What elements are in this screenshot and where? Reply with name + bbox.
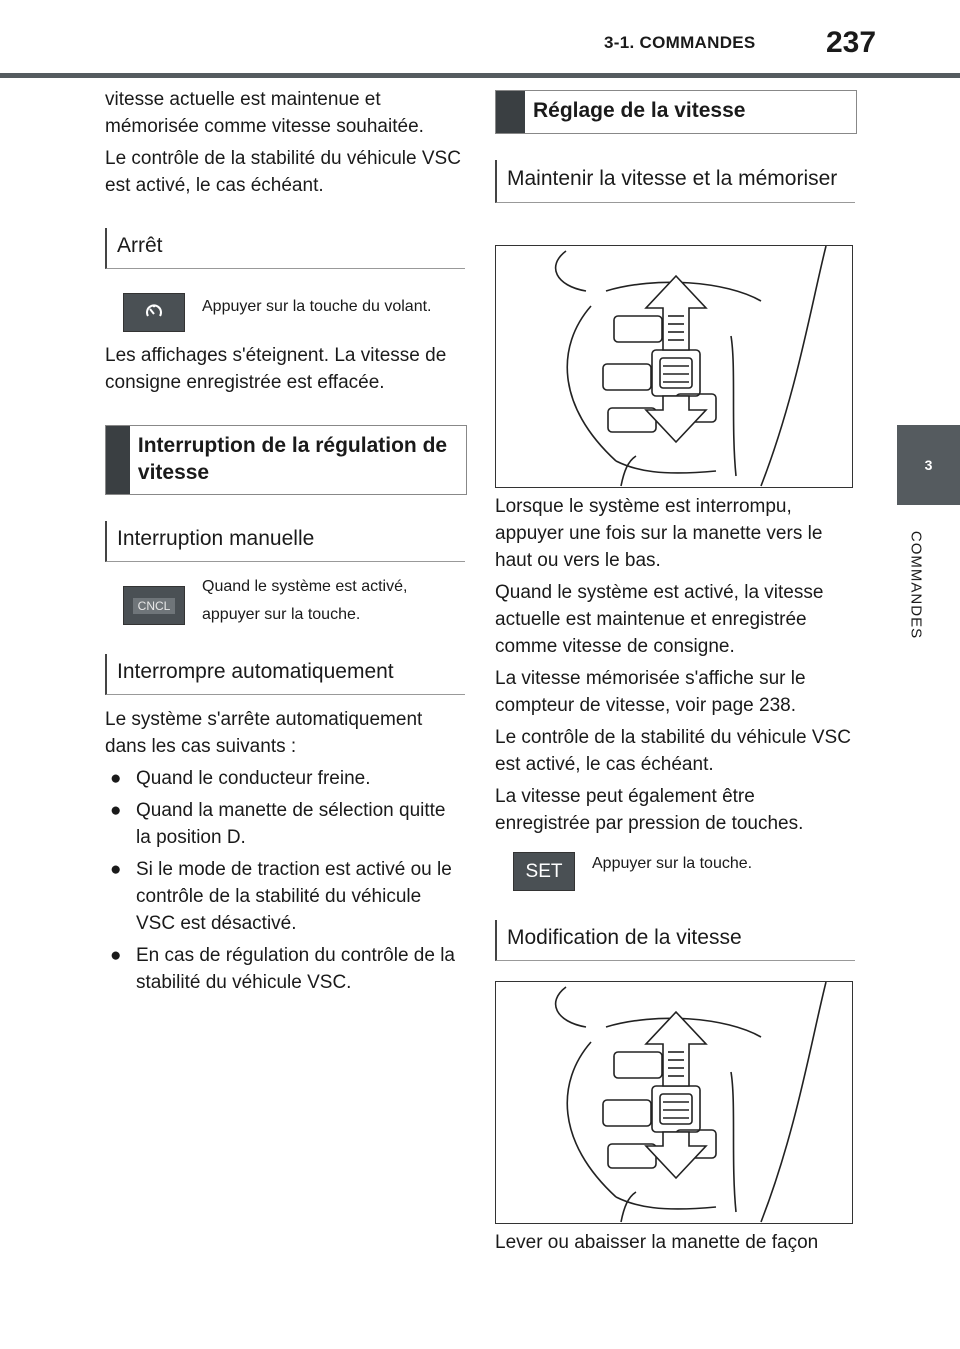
heading-interruption [105,425,467,495]
list-item-text: Quand la manette de sélection quitte la position D. [136,800,446,848]
steering-wheel-lever-icon [496,246,852,487]
bullet-dot: ● [110,945,122,966]
arret-result [105,342,465,396]
heading-modify: Modification de la vitesse [495,920,855,961]
body-paragraph: Lorsque le système est interrompu, appuyer une fois sur la manette vers le haut ou vers le bas. [495,496,823,571]
arret-button-text: Appuyer sur la touche du volant. [202,298,432,315]
cncl-label: CNCL [133,598,176,614]
heading-manual: Interruption manuelle [105,521,465,562]
list-item [105,942,465,996]
header-rule [0,73,960,78]
intro-paragraph: vitesse actuelle est maintenue et mémorisée comme vitesse souhaitée. [105,89,424,137]
cruise-off-icon [142,301,166,325]
set-button-row [495,852,855,891]
body-paragraph: Le contrôle de la stabilité du véhicule VSC est activé, le cas échéant. [495,727,851,775]
list-item-text: Si le mode de traction est activé ou le contrôle de la stabilité du véhicule VSC est désactivé. [136,859,452,934]
closing [495,1229,855,1256]
bullet-dot: ● [110,800,122,821]
intro-paragraph: Le contrôle de la stabilité du véhicule VSC est activé, le cas échéant. [105,148,461,196]
cncl-button-icon [123,586,185,625]
heading-auto: Interrompre automatiquement [105,654,465,695]
page-number: 237 [826,26,877,59]
body-paragraph: La vitesse mémorisée s'affiche sur le compteur de vitesse, voir page 238. [495,668,806,716]
list-item-text: En cas de régulation du contrôle de la stabilité du véhicule VSC. [136,945,455,993]
auto-intro: Le système s'arrête automatiquement dans les cas suivants : [105,709,423,757]
heading-speed-text: Réglage de la vitesse [533,99,746,122]
steering-lever-illustration-2 [495,981,853,1224]
heading-maintain: Maintenir la vitesse et la mémoriser [495,160,855,203]
list-item [105,797,465,851]
heading-interruption-text: Interruption de la régulation de vitesse [137,434,448,484]
arret-button-row [105,293,465,332]
auto-section [105,706,465,996]
bullet-list [105,765,465,996]
set-label: SET [525,860,563,882]
bullet-dot: ● [110,859,122,880]
bullet-dot: ● [110,768,122,789]
chapter-tab [897,425,960,505]
set-button-icon [513,852,575,891]
steering-lever-illustration [495,245,853,488]
body-paragraph: Quand le système est activé, la vitesse actuelle est maintenue et enregistrée comme vitesse de consigne. [495,582,824,657]
list-item [105,765,465,792]
chapter-number: 3 [924,457,933,473]
arret-result-text: Les affichages s'éteignent. La vitesse de consigne enregistrée est effacée. [105,345,447,393]
set-text: Appuyer sur la touche. [592,855,753,872]
section-title: 3-1. COMMANDES [604,33,756,52]
list-item [105,856,465,937]
steering-button-icon [123,293,185,332]
right-paragraphs [495,493,855,837]
list-item-text: Quand le conducteur freine. [136,768,371,789]
heading-arret: Arrêt [105,228,465,269]
steering-wheel-lever-icon [496,982,852,1223]
heading-bar [106,426,130,494]
chapter-label: COMMANDES [907,530,925,640]
left-intro [105,86,465,199]
body-paragraph: La vitesse peut également être enregistrée par pression de touches. [495,786,804,834]
closing-text: Lever ou abaisser la manette de façon [495,1232,819,1253]
heading-bar [496,91,525,133]
heading-speed [495,90,857,134]
cncl-button-row [105,573,465,629]
cncl-text: Quand le système est activé, appuyer sur la touche. [202,578,408,623]
